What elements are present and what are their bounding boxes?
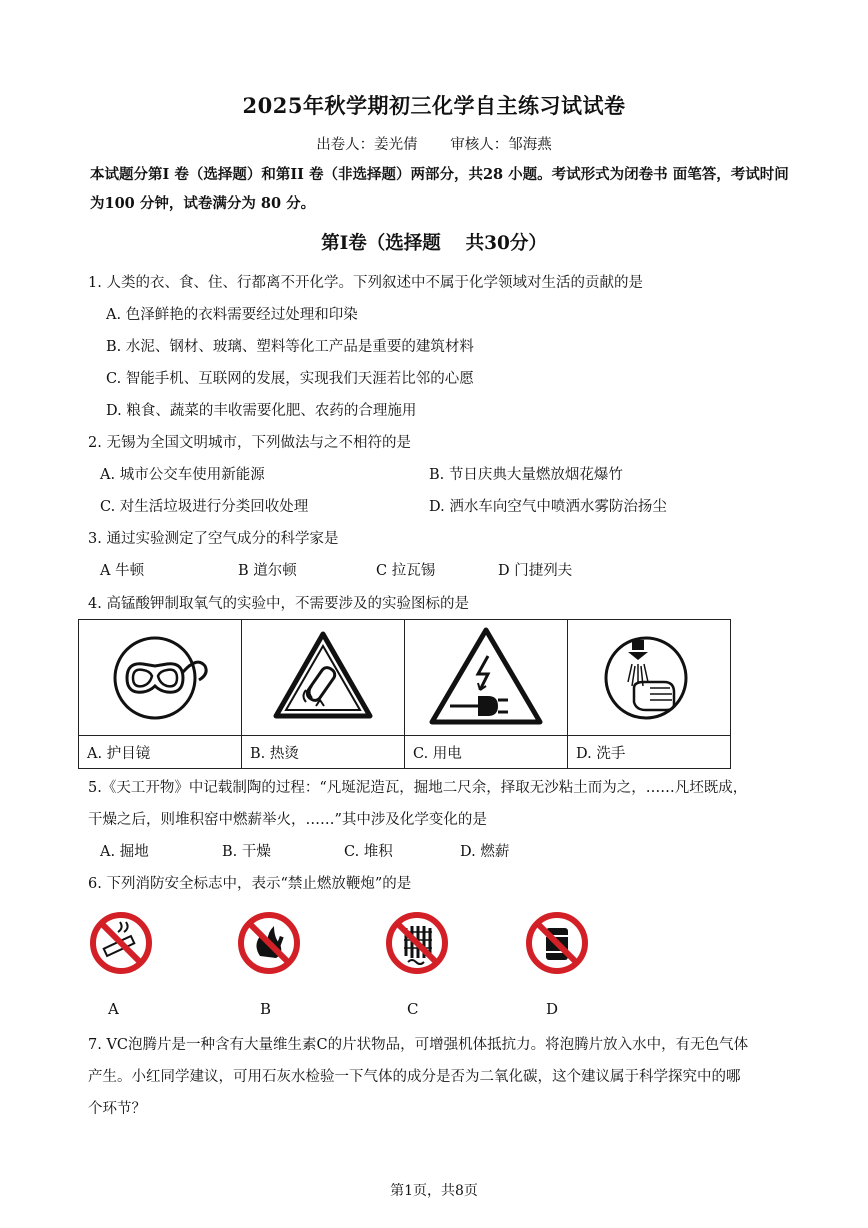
question-2-option-b: B. 节日庆典大量燃放烟花爆竹 — [429, 467, 623, 483]
no-flammable-storage-sign-icon — [524, 910, 590, 976]
section-title: 第I卷（选择题 共30分） — [321, 233, 547, 254]
hot-surface-icon — [268, 626, 378, 726]
hot-surface-cell — [242, 620, 405, 736]
question-2-option-c: C. 对生活垃圾进行分类回收处理 — [100, 499, 309, 515]
question-7-line-2: 产生。小红同学建议，可用石灰水检验一下气体的成分是否为二氧化碳，这个建议属于科学探究中的哪 — [88, 1069, 741, 1085]
icon-label-a: A. 护目镜 — [79, 736, 242, 769]
question-3-option-d: D 门捷列夫 — [498, 563, 573, 579]
question-1-option-c: C. 智能手机、互联网的发展，实现我们天涯若比邻的心愿 — [106, 371, 474, 387]
hand-wash-icon — [594, 626, 704, 726]
question-5-option-a: A. 掘地 — [100, 844, 149, 860]
question-5-option-d: D. 燃薪 — [460, 844, 510, 860]
question-1-stem: 1. 人类的衣、食、住、行都离不开化学。下列叙述中不属于化学领域对生活的贡献的是 — [88, 275, 643, 291]
question-3-option-a: A 牛顿 — [100, 563, 145, 579]
electricity-cell — [405, 620, 568, 736]
no-smoking-sign-icon — [88, 910, 154, 976]
question-5-option-b: B. 干燥 — [222, 844, 271, 860]
goggles-cell — [79, 620, 242, 736]
hand-wash-cell — [568, 620, 731, 736]
question-6-stem: 6. 下列消防安全标志中，表示“禁止燃放鞭炮”的是 — [88, 876, 412, 892]
question-1-option-a: A. 色泽鲜艳的衣料需要经过处理和印染 — [106, 307, 358, 323]
reviewer-name: 审核人：邹海燕 — [450, 137, 552, 153]
page-footer: 第1页，共8页 — [390, 1183, 478, 1199]
question-7-line-3: 个环节？ — [88, 1101, 146, 1117]
electricity-icon — [426, 626, 546, 726]
icon-label-c: C. 用电 — [405, 736, 568, 769]
icon-label-b: B. 热烫 — [242, 736, 405, 769]
question-2-option-a: A. 城市公交车使用新能源 — [100, 467, 265, 483]
question-4-stem: 4. 高锰酸钾制取氧气的实验中，不需要涉及的实验图标的是 — [88, 596, 469, 612]
question-3-option-c: C 拉瓦锡 — [376, 563, 436, 579]
question-1-option-b: B. 水泥、钢材、玻璃、塑料等化工产品是重要的建筑材料 — [106, 339, 474, 355]
no-firecrackers-sign-icon — [384, 910, 450, 976]
question-2-option-d: D. 洒水车向空气中喷洒水雾防治扬尘 — [429, 499, 667, 515]
icon-label-d: D. 洗手 — [568, 736, 731, 769]
sign-label-d: D — [546, 1000, 559, 1018]
goggles-icon — [105, 626, 215, 726]
question-5-line-1: 5.《天工开物》中记载制陶的过程：“凡埏泥造瓦，掘地二尺余，择取无沙粘土而为之，……凡坯既成， — [88, 780, 748, 796]
question-5-line-2: 干燥之后，则堆积窑中燃薪举火，……”其中涉及化学变化的是 — [88, 812, 487, 828]
question-3-stem: 3. 通过实验测定了空气成分的科学家是 — [88, 531, 339, 547]
question-3-option-b: B 道尔顿 — [238, 563, 297, 579]
question-4-icon-table — [78, 619, 731, 769]
question-7-line-1: 7. VC泡腾片是一种含有大量维生素C的片状物品，可增强机体抵抗力。将泡腾片放入水中，有无色气体 — [88, 1037, 749, 1053]
sign-label-c: C — [407, 1000, 419, 1018]
sign-label-a: A — [108, 1000, 119, 1018]
no-open-flame-sign-icon — [236, 910, 302, 976]
setter-name: 出卷人：姜光倩 — [316, 137, 418, 153]
question-5-option-c: C. 堆积 — [344, 844, 393, 860]
sign-label-b: B — [260, 1000, 272, 1018]
exam-title: 2025年秋学期初三化学自主练习试试卷 — [242, 93, 626, 118]
exam-authors — [0, 133, 868, 154]
question-1-option-d: D. 粮食、蔬菜的丰收需要化肥、农药的合理施用 — [106, 403, 417, 419]
exam-instructions: 本试题分第I 卷（选择题）和第II 卷（非选择题）两部分，共28 小题。考试形式为闭卷书 面笔答，考试时间为100 分钟，试卷满分为 80 分。 — [90, 166, 789, 212]
question-2-stem: 2. 无锡为全国文明城市，下列做法与之不相符的是 — [88, 435, 411, 451]
